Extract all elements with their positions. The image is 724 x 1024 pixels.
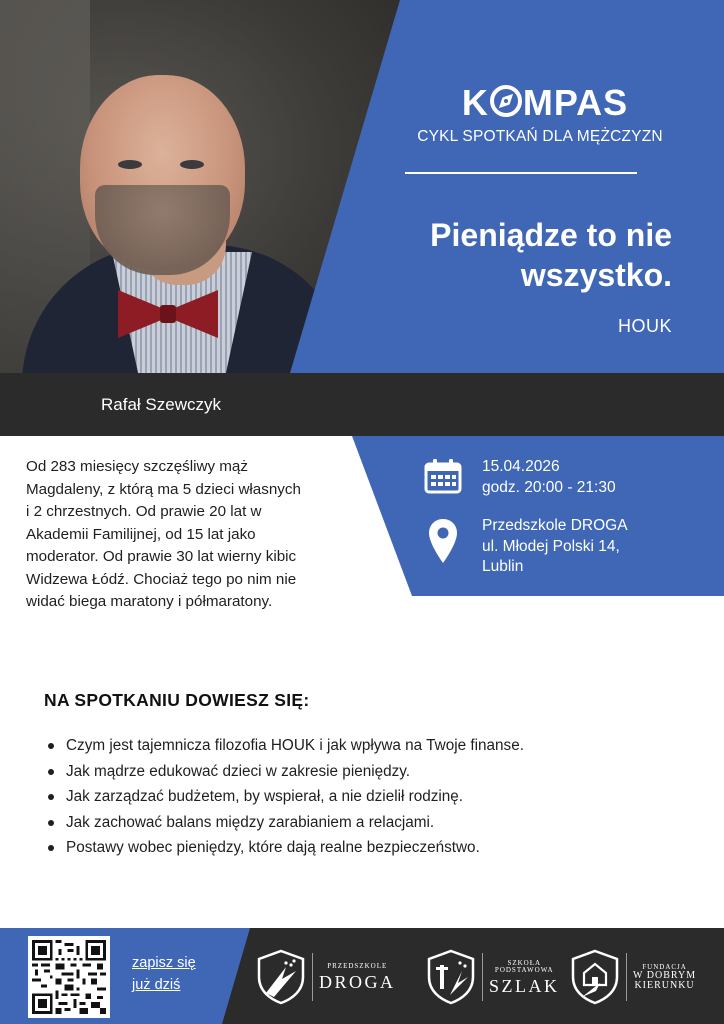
agenda-list [44, 733, 684, 861]
partner-separator [312, 953, 313, 1001]
partner-text [319, 963, 396, 991]
location-pin-icon [428, 518, 458, 564]
partner-big-text: SZLAK [489, 975, 560, 996]
partner-mid-text: W DOBRYM [633, 969, 697, 981]
partner-text [633, 964, 696, 991]
agenda-heading: NA SPOTKANIU DOWIESZ SIĘ: [44, 690, 310, 710]
photo-bowtie [118, 290, 218, 338]
partner-small-text: FUNDACJA [642, 962, 687, 971]
partner-logo-fundacja [570, 948, 696, 1006]
event-venue: Przedszkole DROGA [482, 517, 628, 534]
shield-logo-icon [570, 949, 620, 1005]
partner-text [489, 960, 560, 995]
partner-small-text: PRZEDSZKOLE [327, 962, 388, 970]
logo-prefix: K [461, 82, 489, 123]
photo-eye-right [180, 160, 204, 169]
event-tag: HOUK [617, 316, 672, 336]
band-extension [322, 373, 724, 436]
bio-line: Magdaleny, z którą ma 5 dzieci własnych [26, 480, 301, 498]
event-time: godz. 20:00 - 21:30 [482, 478, 616, 496]
partner-logo-szlak [426, 948, 560, 1006]
bio-line: Widzewa Łódź. Chociaż tego po nim nie [26, 570, 297, 588]
partner-separator [482, 953, 483, 1001]
event-location [482, 516, 628, 578]
header-divider [405, 172, 637, 174]
partner-mid-text-2: KIERUNKU [634, 979, 695, 991]
calendar-icon [424, 458, 462, 494]
partner-logo-droga [256, 948, 396, 1006]
logo-suffix: MPAS [522, 82, 629, 123]
event-title [360, 215, 672, 295]
bio-line: moderator. Od prawie 30 lat wierny kibic [26, 548, 297, 565]
bio-line: i 2 chrzestnych. Od prawie 20 lat w [26, 503, 262, 520]
signup-line1: zapisz się [132, 955, 196, 971]
partner-separator [626, 953, 627, 1001]
event-title-line1: Pieniądze to nie [430, 217, 672, 253]
speaker-name: Rafał Szewczyk [101, 395, 221, 414]
event-title-line2: wszystko. [520, 257, 672, 293]
photo-eye-left [118, 160, 142, 169]
signup-line2: już dziś [132, 977, 181, 993]
agenda-item: Jak mądrze edukować dzieci w zakresie pieniędzy. [44, 759, 684, 785]
event-date: 15.04.2026 [482, 458, 560, 475]
bio-line: widać biega maratony i półmaratony. [26, 593, 273, 610]
kompas-logo [430, 82, 660, 124]
event-city: Lublin [482, 558, 524, 575]
speaker-bio [26, 456, 366, 614]
event-street: ul. Młodej Polski 14, [482, 537, 620, 555]
compass-icon [490, 85, 522, 117]
partner-big-text: DROGA [319, 972, 396, 992]
partner-small-text-2: PODSTAWOWA [494, 965, 554, 974]
signup-link[interactable] [132, 952, 196, 996]
shield-logo-icon [256, 949, 306, 1005]
agenda-item: Jak zachować balans między zarabianiem a relacjami. [44, 810, 684, 836]
bio-line: Akademii Familijnej, od 15 lat jako [26, 525, 256, 543]
agenda-item: Czym jest tajemnicza filozofia HOUK i jak wpływa na Twoje finanse. [44, 733, 684, 759]
logo-subtitle: CYKL SPOTKAŃ DLA MĘŻCZYZN [417, 128, 663, 145]
qr-code[interactable] [28, 936, 110, 1018]
partner-small-text: SZKOŁA [507, 958, 542, 967]
bio-line: Od 283 miesięcy szczęśliwy mąż [26, 458, 248, 475]
agenda-item: Postawy wobec pieniędzy, które dają realne bezpieczeństwo. [44, 835, 684, 861]
agenda-item: Jak zarządzać budżetem, by wspierał, a nie dzielił rodzinę. [44, 784, 684, 810]
qr-code-graphic [32, 940, 106, 1014]
event-datetime [482, 457, 616, 498]
shield-logo-icon [426, 949, 476, 1005]
